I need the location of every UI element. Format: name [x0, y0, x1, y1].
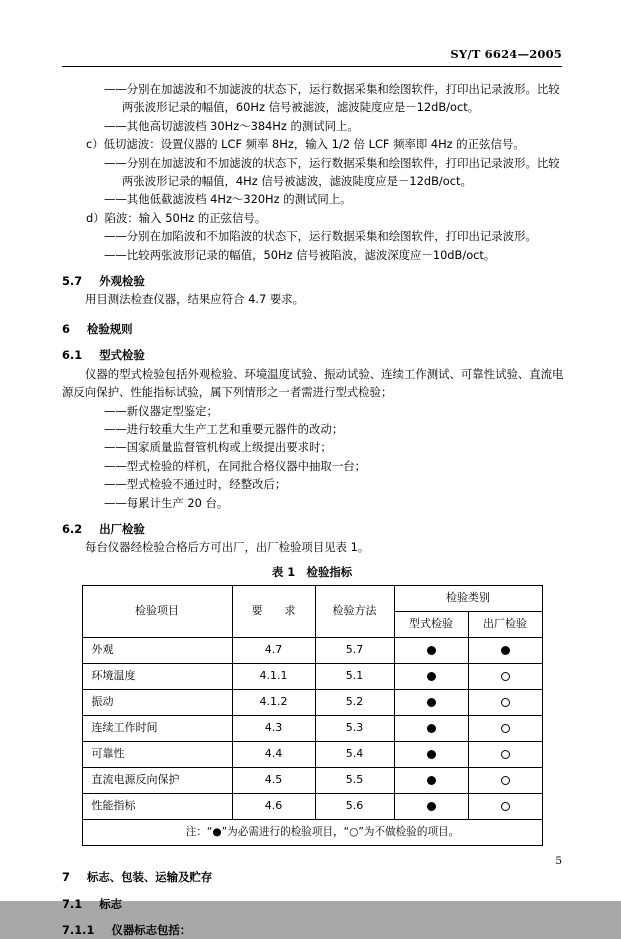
- inspection-table: [82, 585, 543, 846]
- list-item: ——分别在加陷波和不加陷波的状态下，运行数据采集和绘图软件，打印出记录波形。: [104, 229, 537, 244]
- table-row: [82, 690, 542, 716]
- section-title: 标志、包装、运输及贮存: [86, 870, 213, 885]
- cell-requirement: 4.5: [232, 768, 315, 794]
- section-title: 检验规则: [86, 321, 133, 336]
- list-item: ——比较两张波形记录的幅值，50Hz 信号被陷波，滤波深度应－10dB/oct。: [104, 247, 496, 262]
- th-type-test: 型式检验: [394, 612, 468, 638]
- cell-type-test: [394, 638, 468, 664]
- cell-method: 5.3: [315, 716, 394, 742]
- cell-item: 性能指标: [82, 794, 232, 820]
- filled-dot-icon: [427, 724, 436, 733]
- table-row: [82, 794, 542, 820]
- table-header-row: [82, 586, 542, 612]
- cell-type-test: [394, 664, 468, 690]
- th-item: 检验项目: [82, 586, 232, 638]
- table-row: [82, 768, 542, 794]
- section-heading-6-2: [62, 520, 562, 538]
- cell-type-test: [394, 690, 468, 716]
- section-number: 7.1.1: [62, 922, 95, 937]
- list-item: ——分别在加滤波和不加滤波的状态下，运行数据采集和绘图软件，打印出记录波形。比较: [104, 155, 560, 170]
- table-row: [82, 664, 542, 690]
- cell-item: 直流电源反向保护: [82, 768, 232, 794]
- cell-type-test: [394, 794, 468, 820]
- filled-dot-icon: [427, 672, 436, 681]
- list-item: ——国家质量监督管机构或上级提出要求时；: [104, 440, 332, 455]
- list-item: ——进行较重大生产工艺和重要元器件的改动；: [104, 421, 344, 436]
- cell-item: 外观: [82, 638, 232, 664]
- empty-dot-icon: [501, 776, 510, 785]
- section-heading-6: [62, 320, 562, 338]
- cell-method: 5.1: [315, 664, 394, 690]
- th-category: 检验类别: [394, 586, 542, 612]
- section-heading-7: [62, 868, 562, 886]
- cell-item: 环境温度: [82, 664, 232, 690]
- filled-dot-icon: [427, 776, 436, 785]
- cell-method: 5.5: [315, 768, 394, 794]
- section-number: 6.2: [62, 521, 83, 536]
- empty-dot-icon: [501, 802, 510, 811]
- filled-dot-icon: [427, 750, 436, 759]
- paragraph: 源反向保护、性能指标试验，属下列情形之一者需进行型式检验；: [62, 385, 393, 400]
- cell-requirement: 4.1.1: [232, 664, 315, 690]
- section-title: 型式检验: [99, 348, 145, 363]
- list-item: ——其他高切滤波档 30Hz～384Hz 的测试同上。: [104, 118, 359, 133]
- cell-method: 5.7: [315, 638, 394, 664]
- header-divider: [62, 66, 562, 67]
- cell-method: 5.2: [315, 690, 394, 716]
- cell-factory-test: [468, 768, 542, 794]
- paragraph: 仪器的型式检验包括外观检验、环境温度试验、振动试验、连续工作测试、可靠性试验、直流电: [85, 366, 564, 381]
- cell-requirement: 4.1.2: [232, 690, 315, 716]
- section-title: 仪器标志包括：: [111, 922, 192, 937]
- section-title: 标志: [99, 896, 122, 911]
- section-number: 7: [62, 870, 70, 885]
- empty-dot-icon: [501, 750, 510, 759]
- cell-factory-test: [468, 794, 542, 820]
- section-6-2-body: 每台仪器经检验合格后方可出厂，出厂检验项目见表 1。: [85, 540, 370, 555]
- cell-requirement: 4.3: [232, 716, 315, 742]
- th-requirement: 要 求: [232, 586, 315, 638]
- cell-factory-test: [468, 664, 542, 690]
- list-item: ——型式检验的样机，在同批合格仪器中抽取一台；: [104, 458, 366, 473]
- section-number: 6: [62, 321, 70, 336]
- cell-factory-test: [468, 716, 542, 742]
- th-factory-test: 出厂检验: [468, 612, 542, 638]
- section-title: 出厂检验: [99, 521, 145, 536]
- list-item: d）陷波：输入 50Hz 的正弦信号。: [86, 210, 267, 225]
- cell-item: 振动: [82, 690, 232, 716]
- list-item-cont: 两张波形记录的幅值，4Hz 信号被滤波，滤波陡度应是－12dB/oct。: [122, 174, 472, 189]
- list-item: ——每累计生产 20 台。: [104, 495, 229, 510]
- section-number: 6.1: [62, 348, 83, 363]
- section-5-7-body: 用目测法检查仪器，结果应符合 4.7 要求。: [85, 292, 304, 307]
- cell-method: 5.4: [315, 742, 394, 768]
- section-number: 7.1: [62, 896, 83, 911]
- cell-requirement: 4.6: [232, 794, 315, 820]
- cell-factory-test: [468, 742, 542, 768]
- empty-dot-icon: [501, 724, 510, 733]
- table-row: [82, 742, 542, 768]
- list-item: ——分别在加滤波和不加滤波的状态下，运行数据采集和绘图软件，打印出记录波形。比较: [104, 82, 560, 96]
- page-number: 5: [555, 855, 562, 867]
- table-note-row: [82, 820, 542, 846]
- table-row: [82, 638, 542, 664]
- standard-code: SY/T 6624—2005: [450, 47, 562, 61]
- list-item: ——新仪器定型鉴定；: [104, 403, 218, 418]
- filled-dot-icon: [501, 646, 510, 655]
- cell-type-test: [394, 768, 468, 794]
- document-body: [62, 80, 562, 939]
- section-heading-5-7: [62, 272, 562, 290]
- cell-type-test: [394, 742, 468, 768]
- filled-dot-icon: [427, 698, 436, 707]
- cell-item: 可靠性: [82, 742, 232, 768]
- section-title: 外观检验: [99, 274, 145, 289]
- table-note: 注：“●”为必需进行的检验项目，“○”为不做检验的项目。: [82, 820, 542, 846]
- cell-factory-test: [468, 638, 542, 664]
- section-heading-7-1: [62, 895, 562, 913]
- filled-dot-icon: [427, 802, 436, 811]
- section-number: 5.7: [62, 274, 83, 289]
- cell-requirement: 4.4: [232, 742, 315, 768]
- list-item: ——其他低截滤波档 4Hz～320Hz 的测试同上。: [104, 192, 352, 207]
- list-item: ——型式检验不通过时，经整改后；: [104, 477, 287, 492]
- list-item-cont: 两张波形记录的幅值，60Hz 信号被滤波，滤波陡度应是－12dB/oct。: [122, 100, 480, 115]
- empty-dot-icon: [501, 672, 510, 681]
- th-method: 检验方法: [315, 586, 394, 638]
- table-row: [82, 716, 542, 742]
- cell-item: 连续工作时间: [82, 716, 232, 742]
- filled-dot-icon: [427, 646, 436, 655]
- empty-dot-icon: [501, 698, 510, 707]
- section-heading-6-1: [62, 346, 562, 364]
- table-caption: 表 1 检验指标: [271, 564, 353, 579]
- cell-type-test: [394, 716, 468, 742]
- cell-requirement: 4.7: [232, 638, 315, 664]
- cell-method: 5.6: [315, 794, 394, 820]
- list-item: c）低切滤波：设置仪器的 LCF 频率 8Hz，输入 1/2 倍 LCF 频率即 4Hz 的正弦信号。: [86, 137, 525, 152]
- section-heading-7-1-1: [62, 921, 562, 939]
- cell-factory-test: [468, 690, 542, 716]
